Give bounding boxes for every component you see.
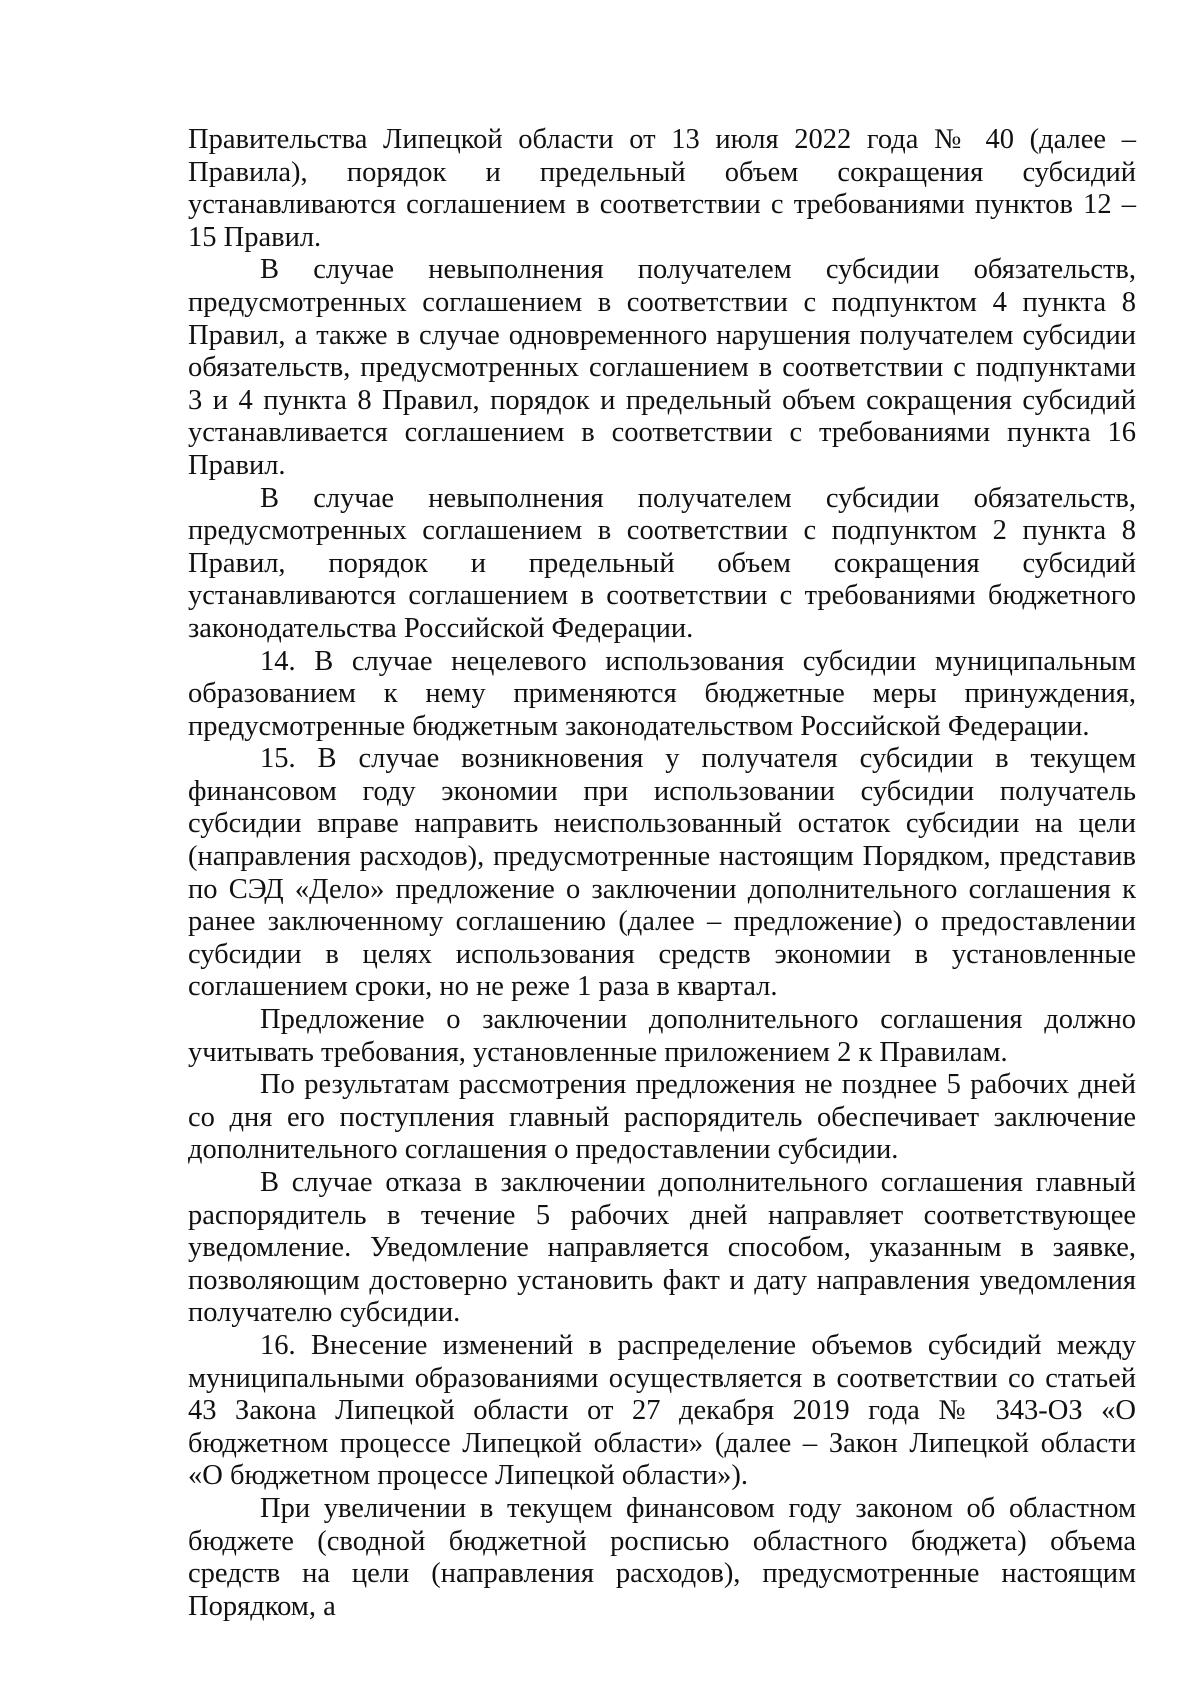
paragraph-obligations-subpoint-4: В случае невыполнения получателем субсидии обязательств, предусмотренных соглашением в соответствии с подпунктом 4 пункта 8 Правил, а также в случае одновременного нарушения получателем субсидии обязательств, предусмотренных соглашением в соответствии с подпунктами 3 и 4 пункта 8 Правил, порядок и предельный объем сокращения субсидий устанавливается соглашением в соответствии с требованиями пункта 16 Правил. [188, 254, 1136, 481]
paragraph-rules-reference: Правительства Липецкой области от 13 июля 2022 года № 40 (далее – Правила), порядок и предельный объем сокращения субсидий устанавливаются соглашением в соответствии с требованиями пунктов 12 – 15 Правил. [188, 124, 1136, 253]
paragraph-item-15: 15. В случае возникновения у получателя субсидии в текущем финансовом году экономии при использовании субсидии получатель субсидии вправе направить неиспользованный остаток субсидии на цели (направления расходов), предусмотренные настоящим Порядком, представив по СЭД «Дело» предложение о заключении дополнительного соглашения к ранее заключенному соглашению (далее – предложение) о предоставлении субсидии в целях использования средств экономии в установленные соглашением сроки, но не реже 1 раза в квартал. [188, 743, 1136, 1003]
document-page [188, 124, 1136, 1623]
paragraph-obligations-subpoint-2: В случае невыполнения получателем субсидии обязательств, предусмотренных соглашением в соответствии с подпунктом 2 пункта 8 Правил, порядок и предельный объем сокращения субсидий устанавливаются соглашением в соответствии с требованиями бюджетного законодательства Российской Федерации. [188, 482, 1136, 644]
paragraph-proposal-requirements: Предложение о заключении дополнительного соглашения должно учитывать требования, установленные приложением 2 к Правилам. [188, 1004, 1136, 1068]
paragraph-item-16: 16. Внесение изменений в распределение объемов субсидий между муниципальными образованиями осуществляется в соответствии со статьей 43 Закона Липецкой области от 27 декабря 2019 года № 343-ОЗ «О бюджетном процессе Липецкой области» (далее – Закон Липецкой области «О бюджетном процессе Липецкой области»). [188, 1329, 1136, 1492]
paragraph-proposal-review: По результатам рассмотрения предложения не позднее 5 рабочих дней со дня его поступления главный распорядитель обеспечивает заключение дополнительного соглашения о предоставлении субсидии. [188, 1069, 1136, 1166]
paragraph-refusal-notice: В случае отказа в заключении дополнительного соглашения главный распорядитель в течение 5 рабочих дней направляет соответствующее уведомление. Уведомление направляется способом, указанным в заявке, позволяющим достоверно установить факт и дату направления уведомления получателю субсидии. [188, 1167, 1136, 1329]
paragraph-item-14: 14. В случае нецелевого использования субсидии муниципальным образованием к нему применяются бюджетные меры принуждения, предусмотренные бюджетным законодательством Российской Федерации. [188, 645, 1136, 742]
paragraph-budget-increase: При увеличении в текущем финансовом году законом об областном бюджете (сводной бюджетной росписью областного бюджета) объема средств на цели (направления расходов), предусмотренные настоящим Порядком, а [188, 1492, 1136, 1622]
